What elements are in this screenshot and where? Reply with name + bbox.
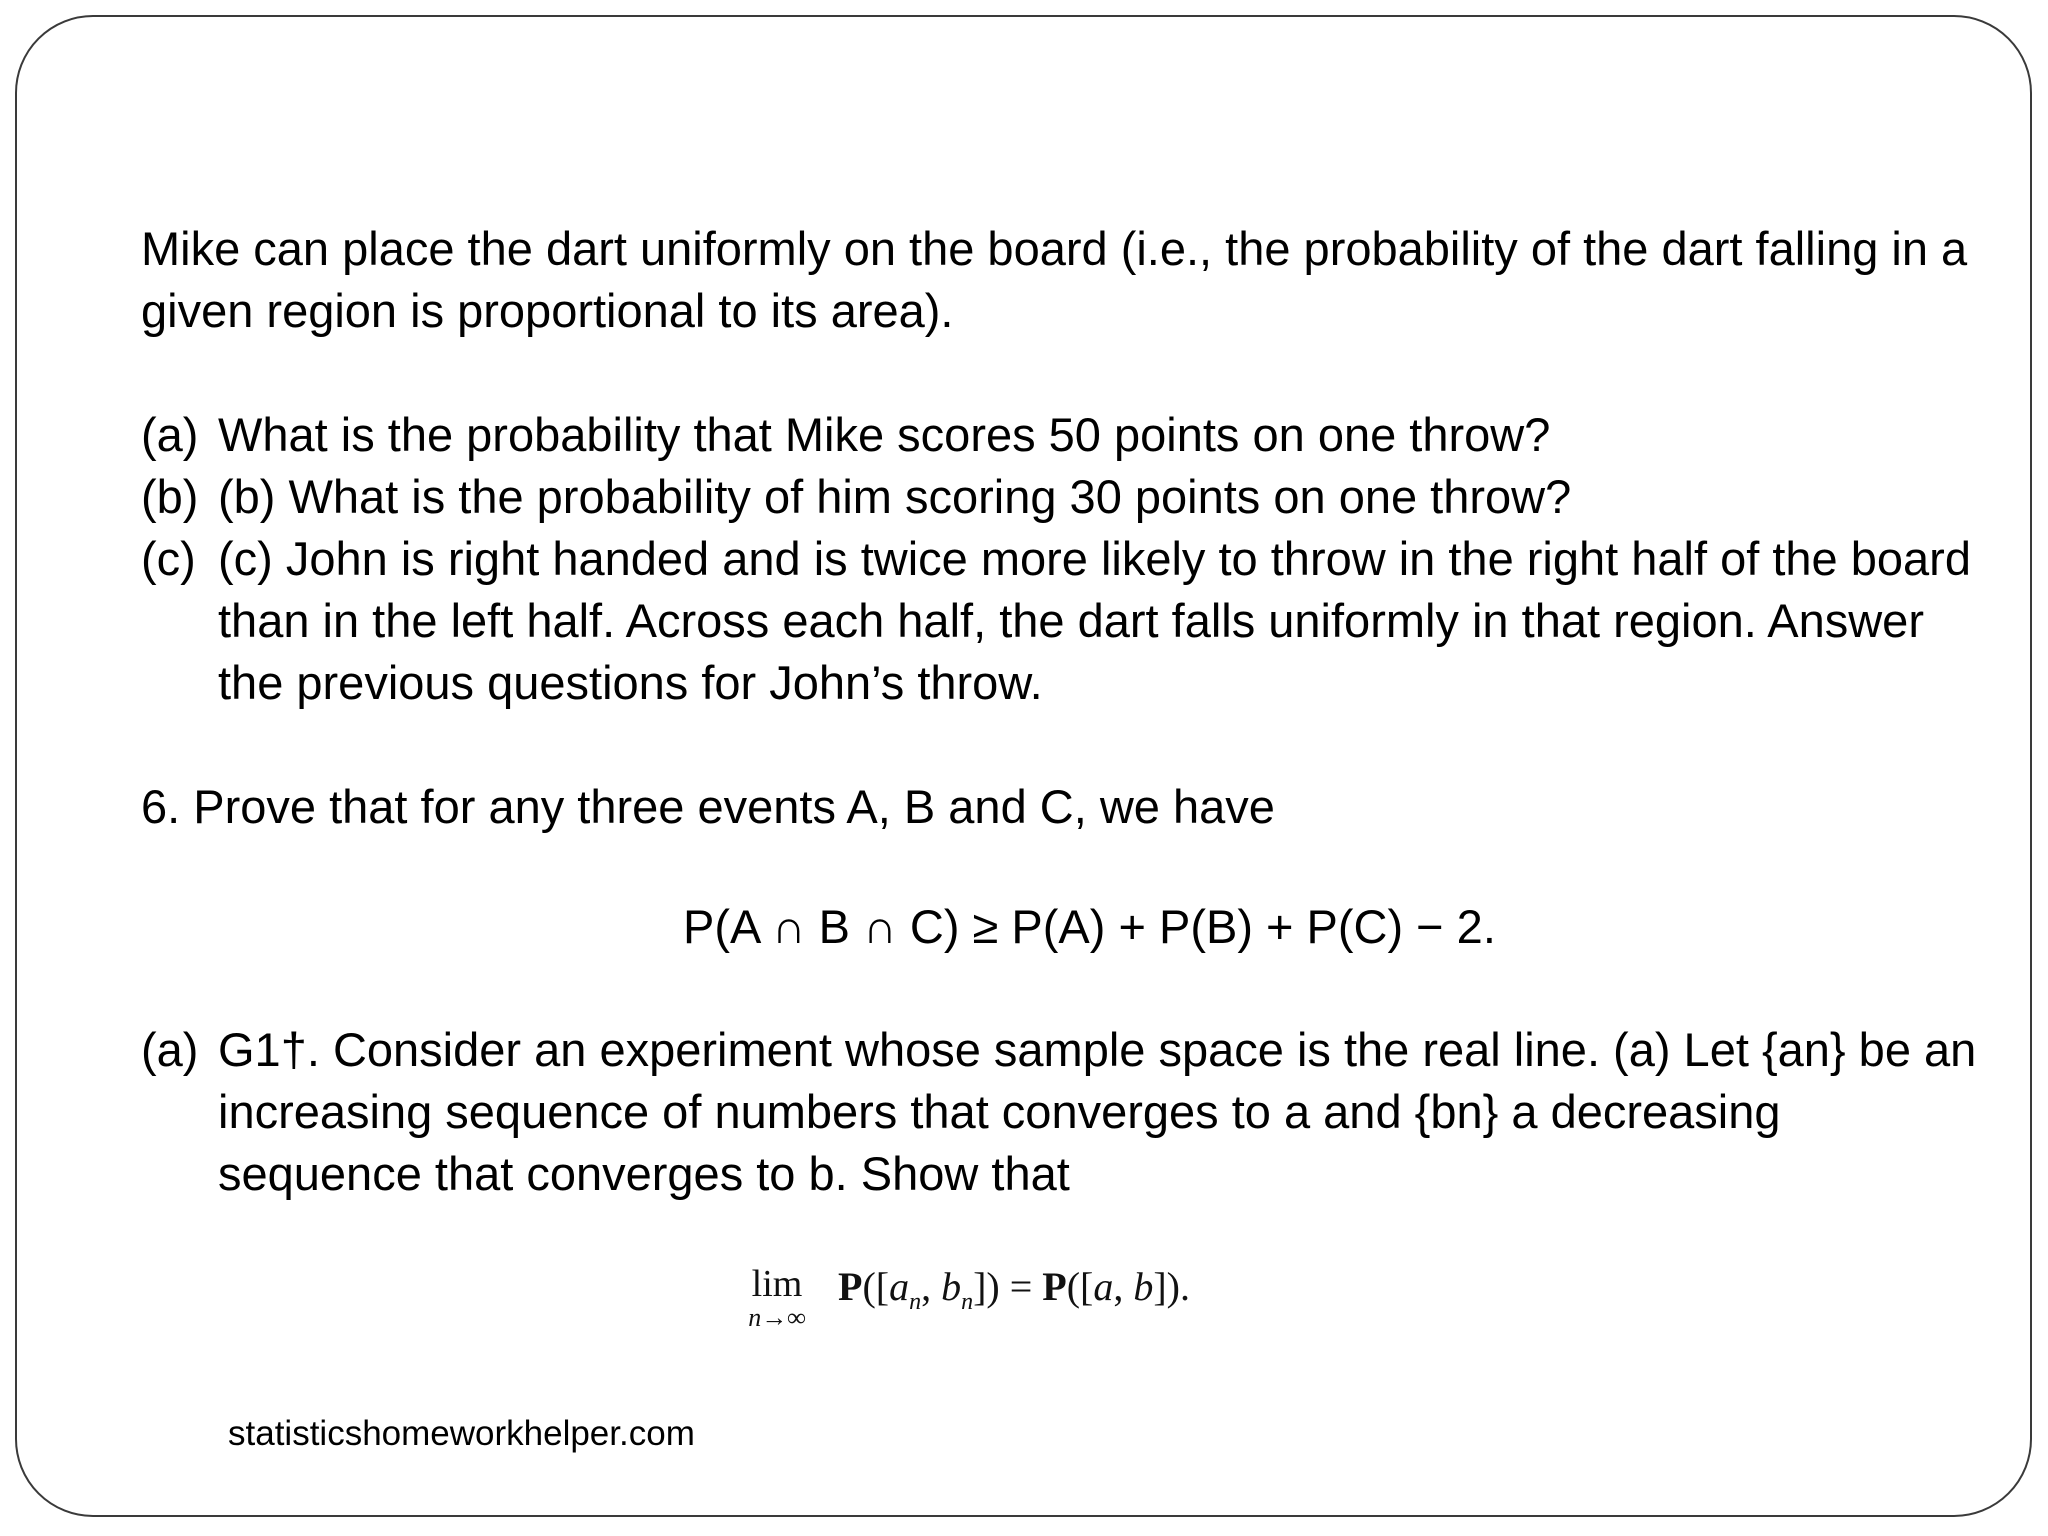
prob-symbol-left: P: [838, 1264, 863, 1309]
g1-item: [141, 1019, 1981, 1205]
question-b-text: (b) What is the probability of him scoring 30 points on one throw?: [218, 470, 1572, 523]
prob-symbol-right: P: [1042, 1264, 1067, 1309]
a-symbol: a: [1093, 1264, 1114, 1309]
a-n-subscript: n: [909, 1289, 922, 1315]
limit-operator: [722, 1264, 832, 1332]
b-n-subscript: n: [961, 1289, 974, 1315]
question-c-text: (c) John is right handed and is twice more likely to throw in the right half of the board than in the left half. Across each half, the dart falls uniformly in that region. Answer the previous questions for John’s throw.: [218, 532, 1971, 709]
question-a-text: What is the probability that Mike scores 50 points on one throw?: [218, 408, 1551, 461]
inequality-equation: P(A ∩ B ∩ C) ≥ P(A) + P(B) + P(C) − 2.: [683, 900, 1496, 953]
a-n-symbol: a: [889, 1264, 910, 1309]
question-b: [141, 466, 1981, 528]
slide-content: [141, 218, 1981, 838]
question-a-marker: (a): [141, 408, 199, 461]
limit-expression: $P([a_n$, $b_n]) = P([a$, b]).: [838, 1264, 1190, 1315]
lim-subscript: n→∞: [748, 1303, 806, 1332]
question-c: [141, 528, 1981, 714]
g1-marker: (a): [141, 1023, 199, 1076]
intro-paragraph: Mike can place the dart uniformly on the board (i.e., the probability of the dart falling in a given region is proportional to its area).: [141, 222, 1968, 337]
g1-text: G1†. Consider an experiment whose sample space is the real line. (a) Let {an} be an increasing sequence of numbers that converges to a and {bn} a decreasing sequence that converges to b. Show that: [218, 1023, 1977, 1200]
lim-word: lim: [751, 1263, 803, 1305]
b-symbol: b: [1133, 1264, 1154, 1309]
question-c-marker: (c): [141, 532, 196, 585]
question-b-marker: (b): [141, 470, 199, 523]
footer-website: statisticshomeworkhelper.com: [228, 1414, 695, 1453]
g1-problem: [141, 1019, 1981, 1205]
question-a: [141, 404, 1981, 466]
problem-6-statement: 6. Prove that for any three events A, B and C, we have: [141, 780, 1275, 833]
limit-formula: [722, 1250, 1338, 1350]
b-n-symbol: b: [941, 1264, 962, 1309]
